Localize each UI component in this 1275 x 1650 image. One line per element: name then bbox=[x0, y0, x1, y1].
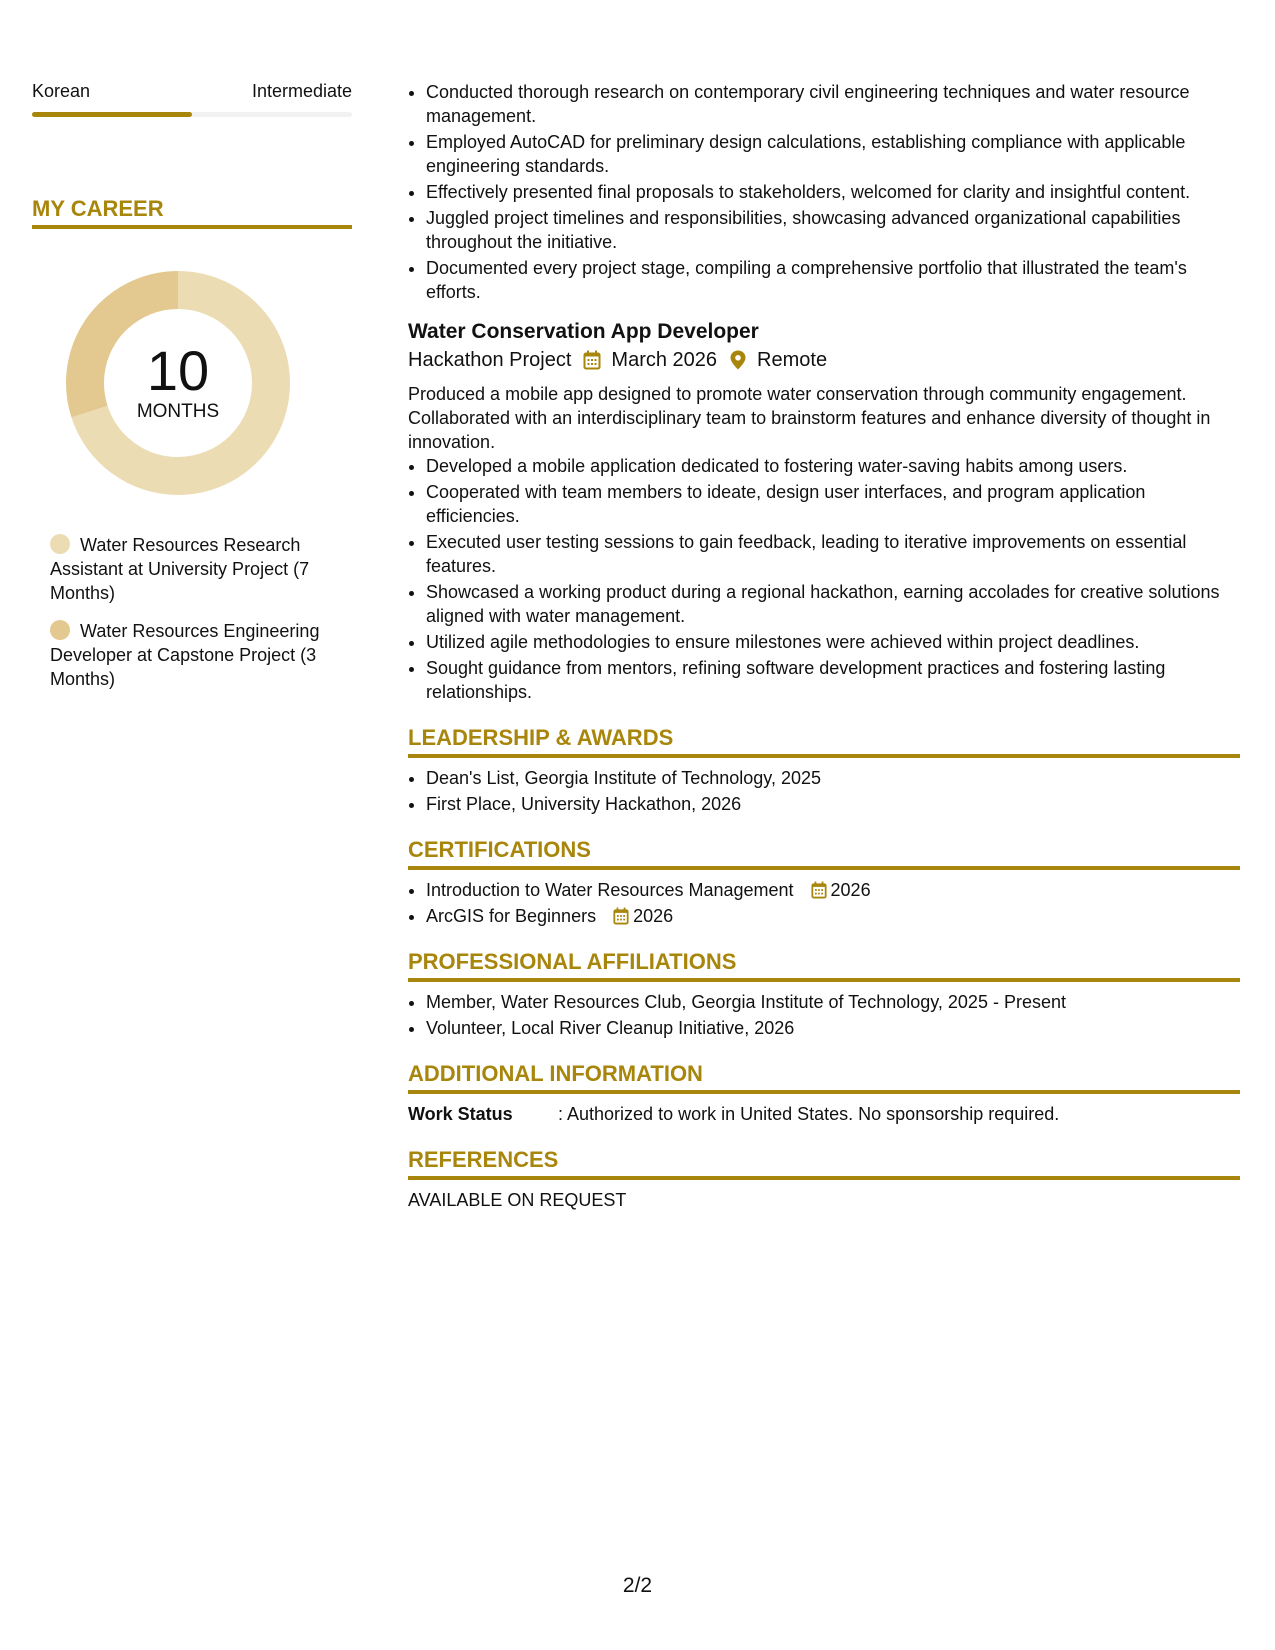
job-date: March 2026 bbox=[611, 349, 718, 371]
language-proficiency-fill bbox=[32, 112, 192, 117]
calendar-icon bbox=[811, 881, 827, 899]
affiliation-item: • Member, Water Resources Club, Georgia Institute of Technology, 2025 - Present bbox=[426, 990, 1240, 1014]
work-status-value: : Authorized to work in United States. No sponsorship required. bbox=[558, 1104, 1060, 1124]
references-section bbox=[408, 1146, 1240, 1212]
language-proficiency-bar bbox=[32, 112, 352, 117]
affiliations-list bbox=[408, 990, 1240, 1040]
career-donut-chart bbox=[66, 271, 290, 495]
certification-year: 2026 bbox=[830, 880, 871, 900]
job-organization: Hackathon Project bbox=[408, 349, 572, 371]
references-text: AVAILABLE ON REQUEST bbox=[408, 1190, 627, 1210]
bullet-item: • Utilized agile methodologies to ensure milestones were achieved within project deadlines. bbox=[426, 630, 1240, 654]
career-total-unit: MONTHS bbox=[136, 401, 220, 422]
work-status-label: Work Status bbox=[408, 1104, 513, 1124]
affiliations-section bbox=[408, 948, 1240, 1040]
right-column bbox=[408, 80, 1240, 1212]
certifications-section bbox=[408, 836, 1240, 928]
previous-job-bullets bbox=[408, 80, 1240, 304]
calendar-icon bbox=[583, 350, 601, 370]
job-bullets bbox=[408, 454, 1240, 704]
legend-item bbox=[50, 619, 340, 691]
certification-name: Introduction to Water Resources Management bbox=[426, 880, 794, 900]
language-level: Intermediate bbox=[251, 81, 352, 101]
legend-dot-icon bbox=[50, 620, 70, 640]
award-item: • Dean's List, Georgia Institute of Technology, 2025 bbox=[426, 766, 1240, 790]
certification-item bbox=[426, 904, 1240, 928]
bullet-item: • Developed a mobile application dedicated to fostering water-saving habits among users. bbox=[426, 454, 1240, 478]
job-location: Remote bbox=[757, 349, 828, 371]
page-number: 2/2 bbox=[622, 1574, 653, 1597]
references-title: REFERENCES bbox=[408, 1147, 559, 1172]
bullet-item: • Sought guidance from mentors, refining software development practices and fostering lasting relationships. bbox=[426, 656, 1240, 704]
bullet-item: • Effectively presented final proposals to stakeholders, welcomed for clarity and insightful content. bbox=[426, 180, 1240, 204]
career-section-title: MY CAREER bbox=[32, 196, 164, 221]
additional-info-title: ADDITIONAL INFORMATION bbox=[408, 1061, 703, 1086]
certification-item bbox=[426, 878, 1240, 902]
bullet-item: • Juggled project timelines and responsibilities, showcasing advanced organizational capabilities throughout the initiative. bbox=[426, 206, 1240, 254]
award-item: • First Place, University Hackathon, 2026 bbox=[426, 792, 1240, 816]
left-column bbox=[32, 80, 352, 705]
legend-dot-icon bbox=[50, 534, 70, 554]
career-section-rule bbox=[32, 225, 352, 229]
bullet-item: • Showcased a working product during a regional hackathon, earning accolades for creative solutions aligned with water management. bbox=[426, 580, 1240, 628]
language-row bbox=[32, 80, 352, 102]
certifications-title: CERTIFICATIONS bbox=[408, 837, 591, 862]
section-rule bbox=[408, 978, 1240, 982]
section-rule bbox=[408, 1176, 1240, 1180]
certification-name: ArcGIS for Beginners bbox=[426, 906, 597, 926]
bullet-item: • Conducted thorough research on contemporary civil engineering techniques and water resource management. bbox=[426, 80, 1240, 128]
job-meta bbox=[408, 346, 1240, 374]
legend-label: Water Resources Research Assistant at University Project (7 Months) bbox=[50, 535, 310, 603]
location-pin-icon bbox=[729, 350, 747, 370]
section-rule bbox=[408, 866, 1240, 870]
leadership-list bbox=[408, 766, 1240, 816]
leadership-section bbox=[408, 724, 1240, 816]
certification-year: 2026 bbox=[633, 906, 674, 926]
career-legend bbox=[50, 533, 340, 691]
work-status-row bbox=[408, 1102, 1240, 1126]
affiliation-item: • Volunteer, Local River Cleanup Initiative, 2026 bbox=[426, 1016, 1240, 1040]
section-rule bbox=[408, 754, 1240, 758]
legend-label: Water Resources Engineering Developer at Capstone Project (3 Months) bbox=[50, 621, 320, 689]
affiliations-title: PROFESSIONAL AFFILIATIONS bbox=[408, 949, 737, 974]
language-name: Korean bbox=[32, 81, 91, 101]
bullet-item: • Executed user testing sessions to gain feedback, leading to iterative improvements on essential features. bbox=[426, 530, 1240, 578]
career-total-number: 10 bbox=[146, 339, 210, 402]
leadership-title: LEADERSHIP & AWARDS bbox=[408, 725, 674, 750]
additional-info-section bbox=[408, 1060, 1240, 1126]
calendar-icon bbox=[613, 907, 629, 925]
section-rule bbox=[408, 1090, 1240, 1094]
job-title: Water Conservation App Developer bbox=[408, 320, 759, 343]
job-description: Produced a mobile app designed to promote water conservation through community engagement. Collaborated with an interdisciplinary team to brainstorm features and enhance diversity of thought in innovation. bbox=[408, 384, 1211, 452]
bullet-item: • Cooperated with team members to ideate, design user interfaces, and program application efficiencies. bbox=[426, 480, 1240, 528]
legend-item bbox=[50, 533, 340, 605]
bullet-item: • Documented every project stage, compiling a comprehensive portfolio that illustrated the team's efforts. bbox=[426, 256, 1240, 304]
bullet-item: • Employed AutoCAD for preliminary design calculations, establishing compliance with applicable engineering standards. bbox=[426, 130, 1240, 178]
certifications-list bbox=[408, 878, 1240, 928]
